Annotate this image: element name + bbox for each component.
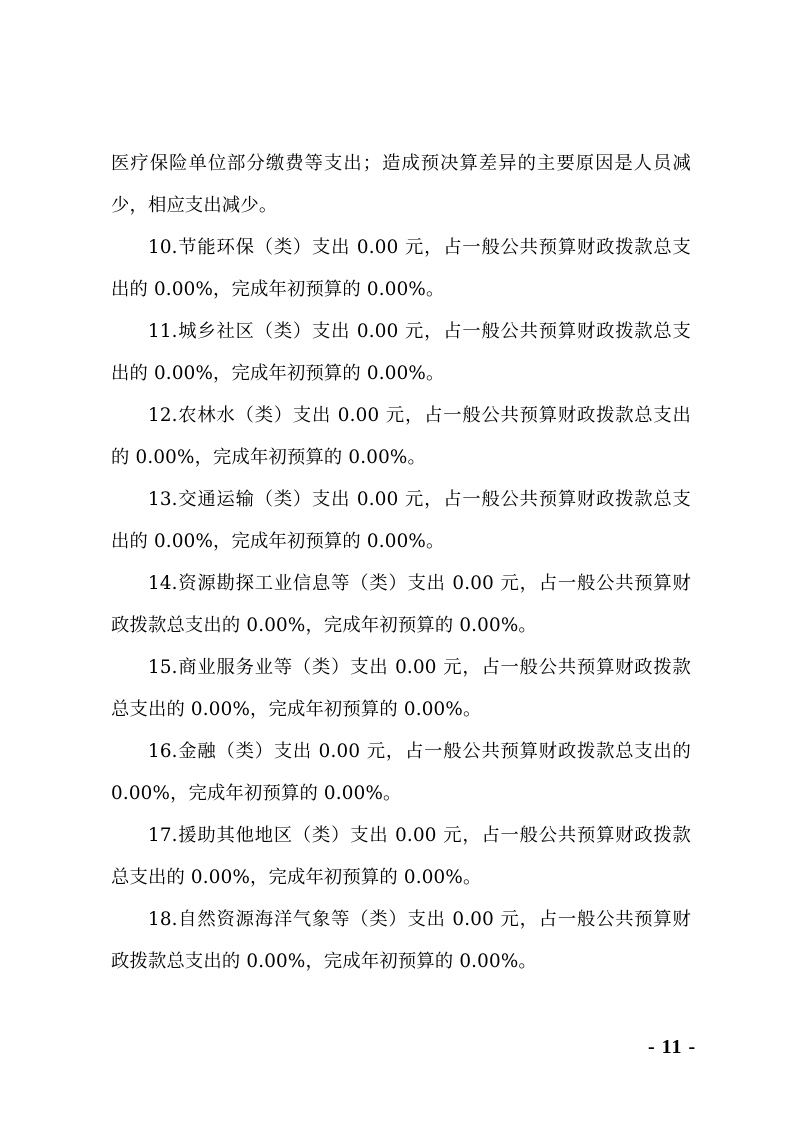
paragraph-energy-saving: 10.节能环保（类）支出 0.00 元，占一般公共预算财政拨款总支出的 0.00%，完成年初预算的 0.00%。 xyxy=(111,237,691,300)
paragraph-resources-industry: 14.资源勘探工业信息等（类）支出 0.00 元，占一般公共预算财政拨款总支出的 0.00%，完成年初预算的 0.00%。 xyxy=(111,573,691,636)
document-body xyxy=(111,143,691,983)
page-number: - 11 - xyxy=(648,1036,697,1058)
paragraph-natural-resources: 18.自然资源海洋气象等（类）支出 0.00 元，占一般公共预算财政拨款总支出的 0.00%，完成年初预算的 0.00%。 xyxy=(111,909,691,972)
paragraph-agriculture: 12.农林水（类）支出 0.00 元，占一般公共预算财政拨款总支出的 0.00%，完成年初预算的 0.00%。 xyxy=(111,405,691,468)
paragraph-finance: 16.金融（类）支出 0.00 元，占一般公共预算财政拨款总支出的 0.00%，完成年初预算的 0.00%。 xyxy=(111,741,691,804)
paragraph-continuation: 医疗保险单位部分缴费等支出；造成预决算差异的主要原因是人员减少，相应支出减少。 xyxy=(111,153,691,216)
paragraph-commerce: 15.商业服务业等（类）支出 0.00 元，占一般公共预算财政拨款总支出的 0.00%，完成年初预算的 0.00%。 xyxy=(111,657,691,720)
paragraph-aid-other-regions: 17.援助其他地区（类）支出 0.00 元，占一般公共预算财政拨款总支出的 0.00%，完成年初预算的 0.00%。 xyxy=(111,825,691,888)
paragraph-transportation: 13.交通运输（类）支出 0.00 元，占一般公共预算财政拨款总支出的 0.00%，完成年初预算的 0.00%。 xyxy=(111,489,691,552)
paragraph-urban-rural: 11.城乡社区（类）支出 0.00 元，占一般公共预算财政拨款总支出的 0.00%，完成年初预算的 0.00%。 xyxy=(111,321,691,384)
